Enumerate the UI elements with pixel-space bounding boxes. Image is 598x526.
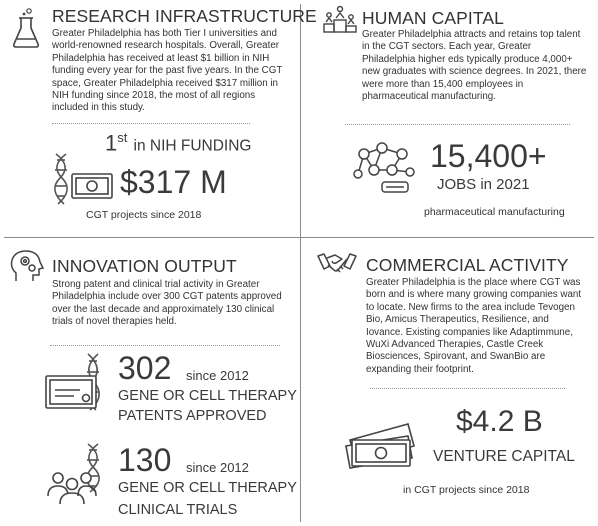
human-title: HUMAN CAPITAL [362,8,504,28]
human-rule [345,124,570,125]
research-body: Greater Philadelphia has both Tier I universities and world-renowned research hospitals. Overall, Greater Philadelphia has received at least $1 billion in NIH funding every year for the past five years. In the CGT space, Greater Philadelphia received $317 million in NIH funding since 2018, the most of all regions included in this study. [52,28,283,114]
innovation-rule [50,345,280,346]
horizontal-divider [4,237,594,238]
trials-label-1: GENE OR CELL THERAPY [118,480,297,496]
patents-value: 302 [118,350,172,386]
research-rank-label: in NIH FUNDING [133,137,252,155]
trials-value: 130 [118,442,172,478]
patents-since: since 2012 [186,368,249,383]
human-caption: pharmaceutical manufacturing [424,206,565,218]
research-rank-number: 1 [105,130,118,156]
research-rank [105,130,251,156]
innovation-body: Strong patent and clinical trial activity in Greater Philadelphia include over 300 CGT patents approved over the last decade and approximately 130 clinical trials of novel therapies held. [52,279,282,328]
commercial-title: COMMERCIAL ACTIVITY [366,255,569,275]
research-rank-suffix: st [117,130,128,145]
flask-icon [6,6,46,50]
podium-people-icon [322,4,358,34]
trials-since: since 2012 [186,460,249,475]
patents-label-2: PATENTS APPROVED [118,408,267,424]
network-people-icon [352,140,420,196]
commercial-body: Greater Philadelphia is the place where CGT was born and is where many growing companies want to locate. New firms to the area include Tevogen Bio, Amicus Therapeutics, Resilience, and Iovance. Existing companies like Adaptimmune, WuXi Advanced Therapies, Castle Creek Biosciences, Spirovant, and SwanBio are expanding their footprint. [366,277,582,375]
research-caption: CGT projects since 2018 [86,209,202,221]
dna-money-icon [50,152,116,206]
research-rule [52,123,250,124]
commercial-rule [370,388,565,389]
money-stack-icon [342,420,418,470]
dna-people-icon [44,442,116,508]
commercial-amount: $4.2 B [456,405,543,438]
trials-label-2: CLINICAL TRIALS [118,502,238,518]
vertical-divider [300,4,301,522]
patents-label-1: GENE OR CELL THERAPY [118,388,297,404]
commercial-caption: in CGT projects since 2018 [403,484,530,496]
human-body: Greater Philadelphia attracts and retains top talent in the CGT sectors. Each year, Greater Philadelphia higher eds typically produce 4,000+ new graduates with science degrees. In 2021, there were more than 15,400 employees in pharmaceutical manufacturing. [362,29,587,103]
dna-certificate-icon [44,352,116,418]
handshake-icon [316,250,358,280]
human-label: JOBS in 2021 [437,176,530,193]
head-gears-icon [8,248,48,284]
commercial-label: VENTURE CAPITAL [433,448,575,465]
research-title: RESEARCH INFRASTRUCTURE [52,6,317,26]
research-amount: $317 M [120,164,227,200]
human-value: 15,400+ [430,138,547,174]
innovation-title: INNOVATION OUTPUT [52,256,237,276]
